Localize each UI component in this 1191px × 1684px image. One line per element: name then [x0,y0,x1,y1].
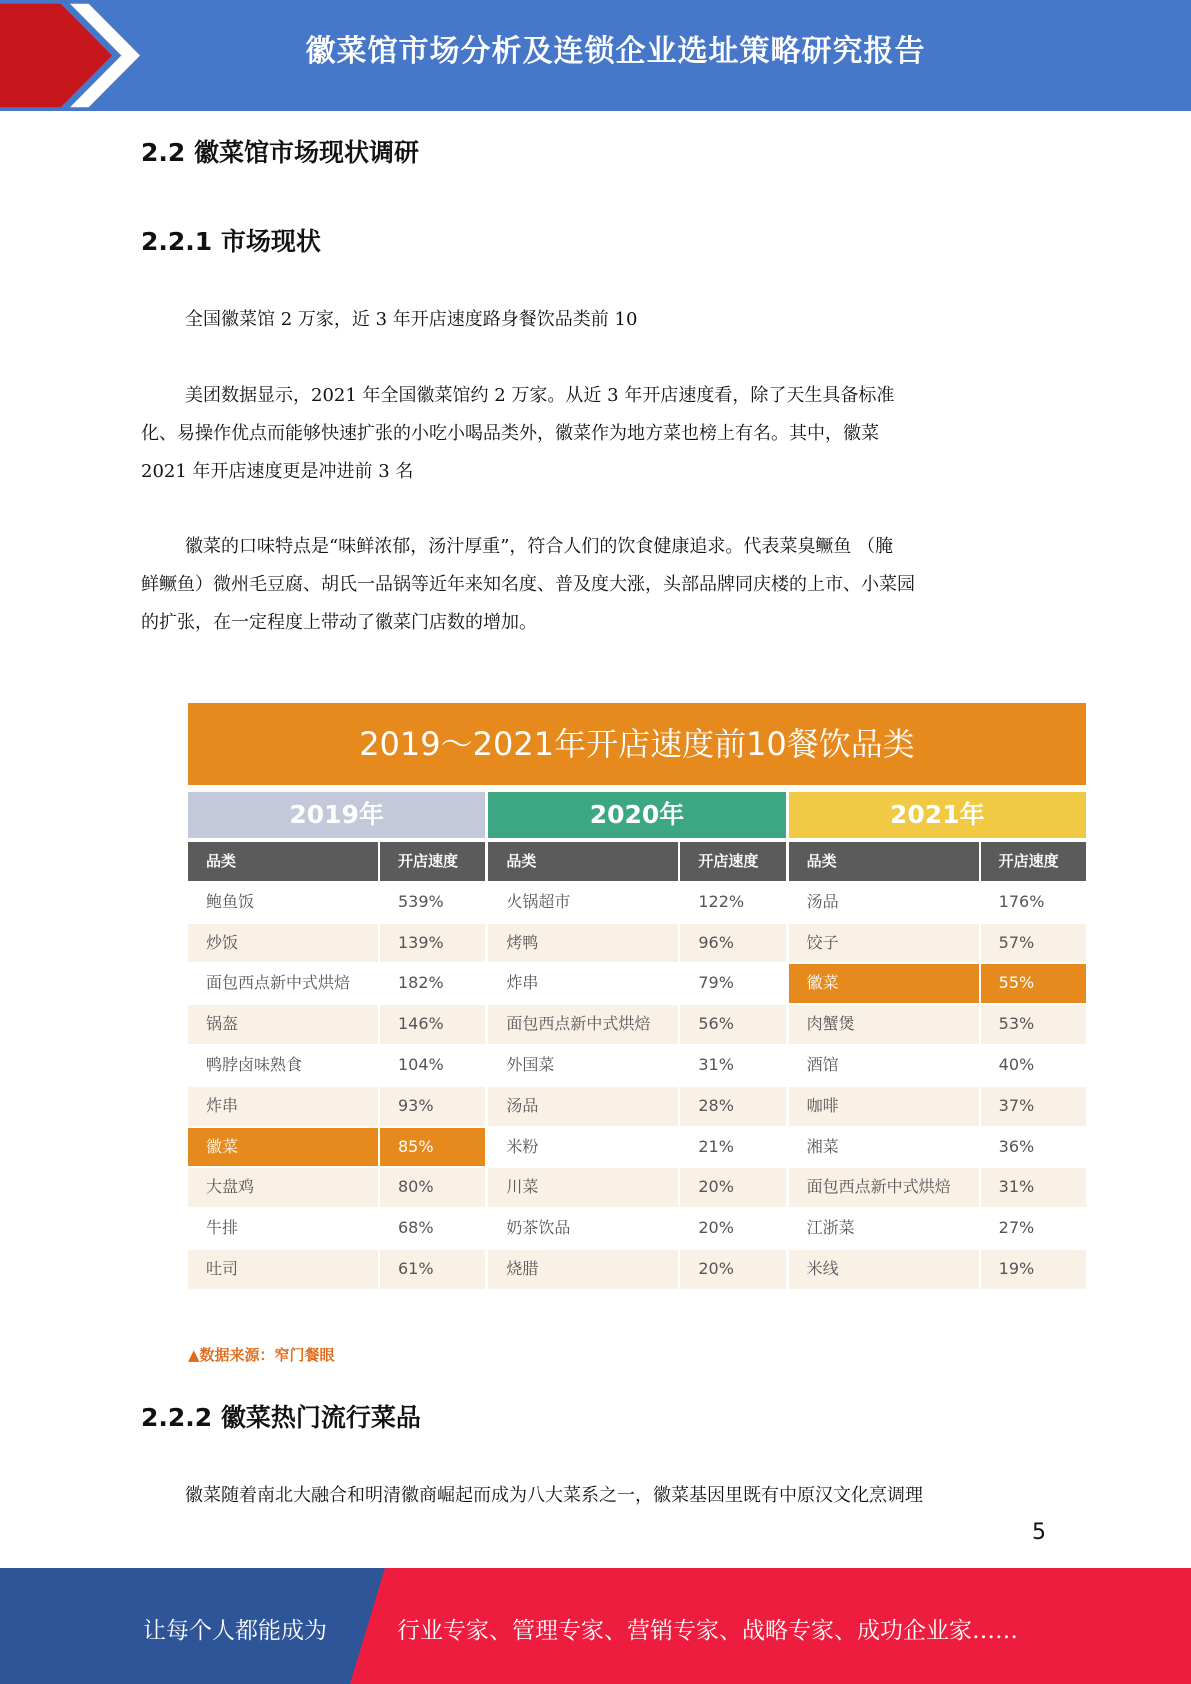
category-cell: 面包西点新中式烘焙 [789,1168,979,1207]
column-header-category: 品类 [188,842,378,881]
speed-cell: 68% [398,1218,434,1238]
category-cell: 奶茶饮品 [506,1218,571,1238]
speed-cell: 53% [981,1005,1086,1044]
speed-cell: 31% [698,1054,734,1074]
speed-cell: 104% [398,1054,444,1074]
table-row [488,1128,785,1167]
speed-cell: 40% [998,1054,1035,1074]
speed-cell: 55% [981,964,1086,1003]
table-header-row [488,842,785,881]
speed-cell: 57% [981,924,1086,963]
table-row [188,1046,485,1085]
page-footer [0,1568,1191,1684]
table-row [488,1087,785,1126]
speed-cell: 31% [981,1168,1086,1207]
speed-cell: 20% [680,1250,785,1289]
category-cell: 面包西点新中式烘焙 [488,1005,678,1044]
category-cell: 饺子 [789,924,979,963]
footer-slogan-right: 行业专家、管理专家、营销专家、战略专家、成功企业家…… [397,1618,1018,1644]
table-row [188,1087,485,1126]
ranking-group-2019年 [188,842,485,1291]
paragraph-4-text: 徽菜随着南北大融合和明清徽商崛起而成为八大菜系之一，徽菜基因里既有中原汉文化烹调理 [185,1485,923,1506]
category-cell: 锅盔 [188,1005,378,1044]
table-row [188,1005,485,1044]
table-row [188,1250,485,1289]
speed-cell: 20% [698,1218,734,1238]
table-row [488,964,785,1003]
header-title: 徽菜馆市场分析及连锁企业选址策略研究报告 [305,34,926,69]
page-header [0,0,1191,111]
paragraph-3-line-3: 的扩张，在一定程度上带动了徽菜门店数的增加。 [141,612,537,633]
paragraph-2-line-2: 化、易操作优点而能够快速扩张的小吃小喝品类外，徽菜作为地方菜也榜上有名。其中，徽菜 [141,423,879,444]
table-row [488,1005,785,1044]
category-cell: 面包西点新中式烘焙 [206,973,351,993]
paragraph-2-line-1: 美团数据显示，2021 年全国徽菜馆约 2 万家。从近 3 年开店速度看，除了天生具备标准 [185,385,895,406]
category-cell: 外国菜 [506,1054,555,1074]
speed-cell: 176% [998,891,1045,911]
column-header-speed: 开店速度 [380,842,485,881]
table-row [789,1250,1086,1289]
table-row [488,1168,785,1207]
table-row [488,1046,785,1085]
category-cell: 湘菜 [806,1136,839,1156]
ranking-table [188,842,1086,1291]
speed-cell: 37% [981,1087,1086,1126]
category-cell: 炒饭 [188,924,378,963]
footer-slogan-left: 让每个人都能成为 [143,1618,327,1644]
table-row [188,924,485,963]
speed-cell: 61% [380,1250,485,1289]
speed-cell: 36% [998,1136,1035,1156]
table-header-row [789,842,1086,881]
category-cell: 火锅超市 [506,891,571,911]
speed-cell: 539% [398,891,444,911]
table-row [488,1250,785,1289]
category-cell: 米粉 [506,1136,539,1156]
data-source-note: ▲数据来源：窄门餐眼 [188,1346,335,1364]
category-cell: 肉蟹煲 [789,1005,979,1044]
year-2020-header: 2020年 [488,792,785,838]
category-cell: 咖啡 [789,1087,979,1126]
speed-cell: 80% [380,1168,485,1207]
category-cell: 江浙菜 [806,1218,855,1238]
category-cell: 徽菜 [188,1128,378,1167]
speed-cell: 96% [680,924,785,963]
category-cell: 川菜 [488,1168,678,1207]
ranking-group-2021年 [789,842,1086,1291]
year-header-row [188,792,1086,838]
column-header-category: 品类 [488,842,678,881]
category-cell: 徽菜 [789,964,979,1003]
speed-cell: 139% [380,924,485,963]
category-cell: 大盘鸡 [188,1168,378,1207]
speed-cell: 21% [698,1136,734,1156]
paragraph-2-line-3: 2021 年开店速度更是冲进前 3 名 [141,461,414,482]
category-cell: 吐司 [188,1250,378,1289]
table-header-row [188,842,485,881]
table-row [789,1209,1086,1248]
table-row [188,964,485,1003]
page-number: 5 [1032,1520,1046,1545]
table-row [488,1209,785,1248]
speed-cell: 20% [680,1168,785,1207]
speed-cell: 122% [698,891,745,911]
table-row [789,1168,1086,1207]
category-cell: 米线 [789,1250,979,1289]
category-cell: 鲍鱼饭 [206,891,255,911]
category-cell: 汤品 [806,891,839,911]
category-cell: 炸串 [506,973,539,993]
speed-cell: 27% [998,1218,1035,1238]
speed-cell: 182% [398,973,444,993]
year-2019-header: 2019年 [188,792,485,838]
paragraph-1 [141,301,1046,339]
ranking-group-2020年 [488,842,785,1291]
speed-cell: 28% [680,1087,785,1126]
column-header-speed: 开店速度 [680,842,785,881]
ranking-figure [188,703,1086,1291]
table-row [789,883,1086,922]
figure-title: 2019～2021年开店速度前10餐饮品类 [188,703,1086,785]
table-row [789,1087,1086,1126]
table-row [188,883,485,922]
section-heading-2-2: 2.2 徽菜馆市场现状调研 [141,138,419,167]
paragraph-1-text: 全国徽菜馆 2 万家，近 3 年开店速度路身餐饮品类前 10 [185,309,638,330]
section-heading-2-2-1: 2.2.1 市场现状 [141,227,321,256]
paragraph-4 [141,1477,1046,1515]
category-cell: 酒馆 [806,1054,839,1074]
table-row [789,964,1086,1003]
table-row [789,1005,1086,1044]
category-cell: 炸串 [188,1087,378,1126]
table-row [789,1046,1086,1085]
speed-cell: 146% [380,1005,485,1044]
year-2021-header: 2021年 [789,792,1086,838]
category-cell: 鸭脖卤味熟食 [206,1054,303,1074]
speed-cell: 93% [380,1087,485,1126]
section-heading-2-2-2: 2.2.2 徽菜热门流行菜品 [141,1403,421,1432]
paragraph-3-line-2: 鲜鳜鱼）微州毛豆腐、胡氏一品锅等近年来知名度、普及度大涨，头部品牌同庆楼的上市、小菜园 [141,574,915,595]
column-header-speed: 开店速度 [981,842,1086,881]
category-cell: 牛排 [206,1218,239,1238]
table-row [789,1128,1086,1167]
table-row [188,1168,485,1207]
category-cell: 汤品 [488,1087,678,1126]
category-cell: 烧腊 [488,1250,678,1289]
paragraph-3-line-1: 徽菜的口味特点是“味鲜浓郁，汤汁厚重”，符合人们的饮食健康追求。代表菜臭鳜鱼 （腌 [185,536,894,557]
speed-cell: 19% [981,1250,1086,1289]
paragraph-3 [141,528,1046,642]
speed-cell: 85% [380,1128,485,1167]
category-cell: 烤鸭 [488,924,678,963]
column-header-category: 品类 [789,842,979,881]
table-row [488,883,785,922]
table-row [789,924,1086,963]
table-row [188,1128,485,1167]
table-row [488,924,785,963]
table-row [188,1209,485,1248]
paragraph-2 [141,377,1046,491]
speed-cell: 79% [698,973,734,993]
speed-cell: 56% [680,1005,785,1044]
